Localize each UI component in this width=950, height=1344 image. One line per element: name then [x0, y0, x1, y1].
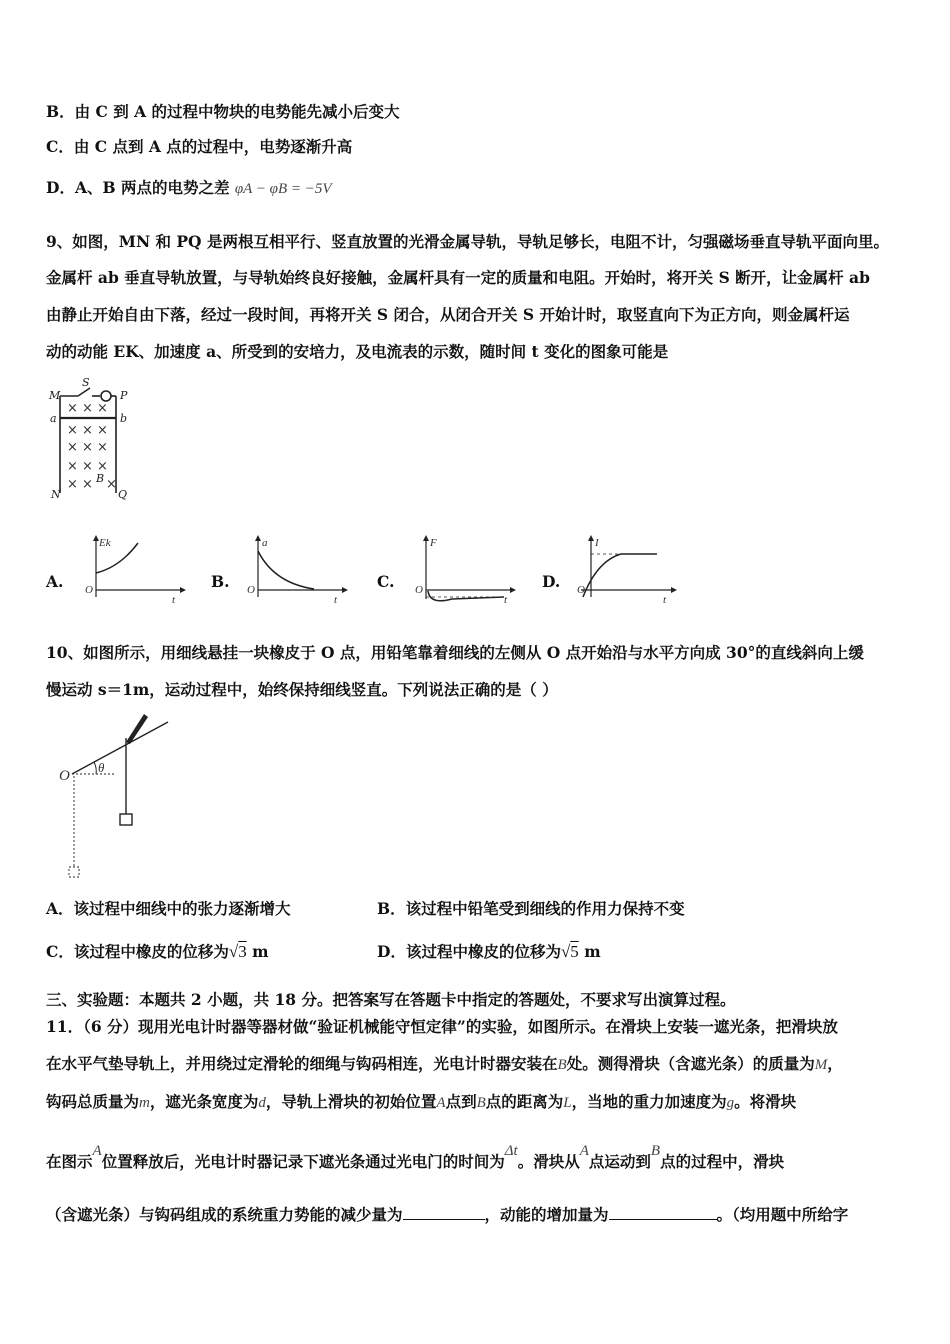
q10-option-d — [377, 942, 601, 962]
q11-line4-b: 位置释放后，光电计时器记录下遮光条通过光电门的时间为 — [101, 1152, 505, 1171]
svg-text:×: × — [106, 477, 117, 492]
svg-text:× × ×: × × × — [67, 401, 108, 416]
label-m: M — [49, 389, 61, 402]
q10-option-b: B．该过程中铅笔受到细线的作用力保持不变 — [377, 899, 685, 918]
graph-c-xlabel: t — [504, 594, 508, 605]
q11-line2-a: 在水平气垫导轨上，并用绕过定滑轮的细绳与钩码相连，光电计时器安装在 — [46, 1054, 558, 1073]
q10-option-d-root: 5 — [570, 942, 579, 961]
q11-line5 — [46, 1204, 848, 1225]
q11-line5-a: （含遮光条）与钩码组成的系统重力势能的减少量为 — [46, 1205, 403, 1224]
q9-option-c-letter: C. — [377, 572, 395, 591]
graph-a-xlabel: t — [172, 594, 176, 605]
sqrt-icon: √ — [228, 942, 239, 961]
graph-c-origin: O — [415, 584, 423, 596]
q11-line4-e: 点的过程中，滑块 — [660, 1152, 785, 1171]
q9-stem-line4: 动的动能 EK、加速度 a、所受到的安培力，及电流表的示数，随时间 t 变化的图象可能是 — [46, 342, 669, 361]
q8-option-d-text: D．A、B 两点的电势之差 — [46, 178, 230, 197]
q11-var-m: m — [139, 1095, 150, 1111]
q11-line1: 11．（6 分）现用光电计时器等器材做“验证机械能守恒定律”的实验，如图所示。在滑块上安装一遮光条，把滑块放 — [46, 1017, 838, 1036]
q10-option-c-unit: m — [252, 942, 269, 961]
q10-stem-line1: 10、如图所示，用细线悬挂一块橡皮于 O 点，用铅笔靠着细线的左侧从 O 点开始沿与水平方向成 30°的直线斜向上缓 — [46, 643, 864, 662]
q11-line2-b: 处。测得滑块（含遮光条）的质量为 — [566, 1054, 815, 1073]
q11-line3-c: ，导轨上滑块的初始位置 — [265, 1092, 437, 1111]
q11-var-a: A — [436, 1095, 446, 1111]
label-field-b: B — [96, 472, 105, 485]
q9-graph-d — [573, 535, 678, 605]
q10-label-theta: θ — [98, 760, 105, 775]
graph-a-origin: O — [85, 584, 93, 596]
q9-stem-line3: 由静止开始自由下落，经过一段时间，再将开关 S 闭合，从闭合开关 S 开始计时，取竖直向下为正方向，则金属杆运 — [46, 305, 850, 324]
q9-graph-a — [82, 535, 187, 605]
svg-text:× × ×: × × × — [67, 459, 108, 474]
q9-graph-c — [412, 535, 517, 605]
q11-line3-d: 点到 — [445, 1092, 477, 1111]
q10-pencil-figure — [56, 708, 181, 883]
graph-d-ylabel: I — [595, 537, 599, 549]
q9-option-d-letter: D. — [542, 572, 561, 591]
q8-option-d — [46, 178, 332, 199]
q11-line3-h: 。将滑块 — [734, 1092, 797, 1111]
sqrt-icon: √ — [560, 942, 571, 961]
q8-option-b: B．由 C 到 A 的过程中物块的电势能先减小后变大 — [46, 102, 400, 121]
q11-line4-c: 。滑块从 — [517, 1152, 580, 1171]
q10-option-c-text: C．该过程中橡皮的位移为 — [46, 942, 229, 961]
q11-line4-a: 在图示 — [46, 1152, 93, 1171]
q10-option-a: A．该过程中细线中的张力逐渐增大 — [46, 899, 291, 918]
label-n: N — [51, 488, 61, 501]
graph-b-xlabel: t — [334, 594, 338, 605]
q10-option-d-unit: m — [584, 942, 601, 961]
q11-line5-b: ，动能的增加量为 — [484, 1205, 609, 1224]
q9-option-b-letter: B. — [211, 572, 230, 591]
label-b: b — [120, 412, 128, 425]
svg-text:× × ×: × × × — [67, 423, 108, 438]
graph-d-origin: O — [577, 584, 585, 596]
graph-d-xlabel: t — [663, 594, 667, 605]
q11-var-m-big: M — [814, 1057, 828, 1073]
q11-line4-d: 点运动到 — [588, 1152, 651, 1171]
q11-var-b3: B — [650, 1143, 661, 1159]
q10-option-d-text: D．该过程中橡皮的位移为 — [377, 942, 561, 961]
q11-var-a2: A — [92, 1143, 102, 1159]
label-s: S — [82, 378, 90, 389]
q11-var-g: g — [726, 1095, 735, 1111]
q9-rail-figure — [46, 378, 146, 503]
svg-text:× ×: × × — [67, 477, 93, 492]
graph-a-ylabel: Ek — [99, 537, 111, 549]
graph-b-origin: O — [247, 584, 255, 596]
q10-option-c — [46, 942, 269, 962]
q11-line3 — [46, 1092, 796, 1113]
q11-line2-c: ， — [827, 1054, 843, 1073]
q11-var-l: L — [563, 1095, 572, 1111]
q9-graph-b — [244, 535, 349, 605]
q11-line4 — [46, 1143, 785, 1173]
q9-option-a-letter: A. — [46, 572, 64, 591]
graph-b-ylabel: a — [262, 537, 268, 549]
label-a: a — [50, 412, 57, 425]
q11-var-dt: Δt — [504, 1143, 518, 1159]
q11-line3-b: ，遮光条宽度为 — [149, 1092, 259, 1111]
q11-line3-f: ，当地的重力加速度为 — [571, 1092, 727, 1111]
svg-text:× × ×: × × × — [67, 440, 108, 455]
label-p: P — [120, 389, 128, 402]
q11-var-b2: B — [476, 1095, 486, 1111]
q10-stem-line2: 慢运动 s＝1m，运动过程中，始终保持细线竖直。下列说法正确的是（ ） — [46, 680, 558, 699]
q8-option-c: C．由 C 点到 A 点的过程中，电势逐渐升高 — [46, 137, 353, 156]
q11-line5-c: 。（均用题中所给字 — [716, 1205, 849, 1224]
q9-stem-line2: 金属杆 ab 垂直导轨放置，与导轨始终良好接触，金属杆具有一定的质量和电阻。开始时，将开关 S 断开，让金属杆 ab — [46, 268, 870, 287]
q10-option-c-root: 3 — [238, 942, 247, 961]
q11-answer-blank-2[interactable] — [609, 1204, 717, 1220]
q9-stem-line1: 9、如图，MN 和 PQ 是两根互相平行、竖直放置的光滑金属导轨，导轨足够长，电阻不计，匀强磁场垂直导轨平面向里。 — [46, 232, 889, 251]
section3-title: 三、实验题：本题共 2 小题，共 18 分。把答案写在答题卡中指定的答题处，不要求写出演算过程。 — [46, 990, 736, 1009]
q8-option-d-formula: φA − φB = −5V — [234, 181, 332, 197]
q11-var-a3: A — [579, 1143, 589, 1159]
q11-line3-e: 点的距离为 — [485, 1092, 564, 1111]
q11-var-d: d — [258, 1095, 266, 1111]
q11-var-b: B — [557, 1057, 567, 1073]
label-q: Q — [118, 488, 128, 501]
q11-line3-a: 钩码总质量为 — [46, 1092, 140, 1111]
graph-c-ylabel: F — [430, 537, 437, 549]
q11-answer-blank-1[interactable] — [403, 1204, 485, 1220]
q11-line2 — [46, 1054, 843, 1075]
q10-label-o: O — [59, 768, 70, 784]
